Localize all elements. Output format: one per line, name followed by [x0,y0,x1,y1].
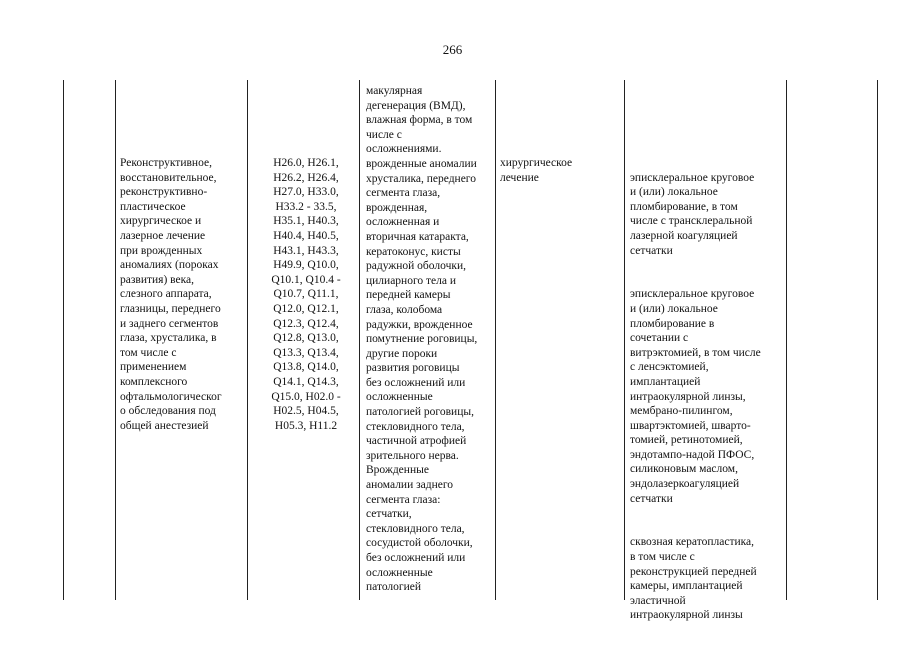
methods-cell [630,156,780,652]
column-divider-3 [359,80,360,600]
method-item: сквозная кератопластика, в том числе с реконструкцией передней камеры, имплантацией эластичной интраокулярной линзы [630,536,757,622]
column-divider-4 [495,80,496,600]
column-divider-2 [247,80,248,600]
treatment-type-cell: хирургическое лечение [500,157,573,184]
column-divider-5 [624,80,625,600]
column-divider-1 [115,80,116,600]
procedure-name-cell: Реконструктивное, восстановительное, реконструктивно- пластическое хирургическое и лазерное лечение при врожденных аномалиях (пороках развития) века, слезного аппарата, глазницы, переднего и заднего сегментов глаза, хрусталика, в том числе с применением комплексного офтальмологическог о обследования под общей анестезией [120,157,222,432]
icd-codes-cell: H26.0, H26.1, H26.2, H26.4, H27.0, H33.0, H33.2 - 33.5, H35.1, H40.3, H40.4, H40.5, H43.1, H43.3, H49.9, Q10.0, Q10.1, Q10.4 - Q10.7, Q11.1, Q12.0, Q12.1, Q12.3, Q12.4, Q12.8, Q13.0, Q13.3, Q13.4, Q13.8, Q14.0, Q14.1, Q14.3, Q15.0, H02.0 - H02.5, H04.5, H05.3, H11.2 [271,157,341,432]
column-divider-6 [786,80,787,600]
method-item: эписклеральное круговое и (или) локальное пломбирование, в том числе с трансклеральной лазерной коагуляцией сетчатки [630,171,755,257]
page-number: 266 [442,42,463,57]
table-border-right [877,80,878,600]
method-item: эписклеральное круговое и (или) локальное пломбирование в сочетании с витрэктомией, в том числе с ленсэктомией, имплантацией интраокулярной линзы, мембрано-пилингом, швартэктомией, шварто- томией, ретинотомией, эндотампо-надой ПФОС, силиконовым маслом, эндолазеркоагуляцией сетчатки [630,288,761,505]
table-border-left [63,80,64,600]
diagnosis-cell: макулярная дегенерация (ВМД), влажная форма, в том числе с осложнениями. врожденные аномалии хрусталика, переднего сегмента глаза, врожденная, осложненная и вторичная катаракта, кератоконус, кисты радужной оболочки, цилиарного тела и передней камеры глаза, колобома радужки, врожденное помутнение роговицы, другие пороки развития роговицы без осложнений или осложненные патологией роговицы, стекловидного тела, частичной атрофией зрительного нерва. Врожденные аномалии заднего сегмента глаза: сетчатки, стекловидного тела, сосудистой оболочки, без осложнений или осложненные патологией [366,85,478,594]
